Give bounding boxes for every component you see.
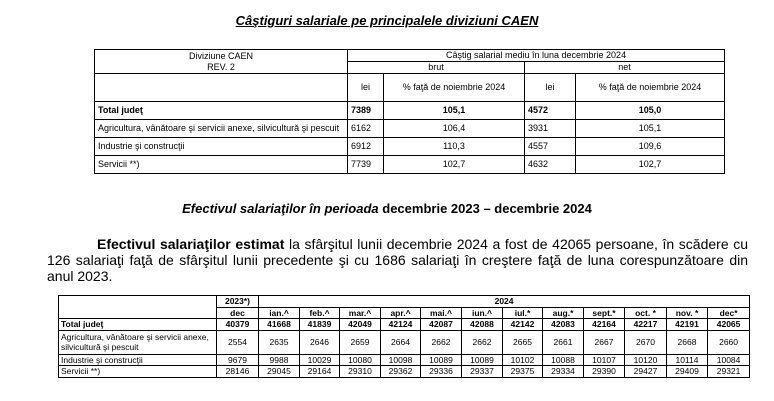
month-header: iul.*: [503, 307, 543, 319]
table2-title-period: decembrie 2023 – decembrie 2024: [382, 201, 592, 216]
cell: 105,1: [384, 102, 525, 120]
row-label: Servicii **): [95, 156, 348, 174]
cell: 102,7: [576, 156, 725, 174]
cell: 10089: [462, 354, 503, 366]
row-label: Industrie şi construcţii: [95, 138, 348, 156]
cell: 2635: [259, 330, 300, 354]
cell: 109,6: [576, 138, 725, 156]
month-header: aug.*: [543, 307, 584, 319]
cell: 42083: [543, 319, 584, 331]
table-row: [59, 330, 750, 354]
month-header: dec*: [708, 307, 750, 319]
cell: 42191: [667, 319, 708, 331]
cell: 3931: [525, 120, 576, 138]
cell: 28146: [217, 366, 259, 378]
brut-header: brut: [348, 62, 525, 74]
cell: 2667: [584, 330, 625, 354]
table-row: [59, 366, 750, 378]
division-header: [95, 50, 348, 74]
row-label: Total judeţ: [95, 102, 348, 120]
table-row: [95, 156, 725, 174]
cell: 29045: [259, 366, 300, 378]
month-header: oct. *: [625, 307, 667, 319]
month-header: sept.*: [584, 307, 625, 319]
cell: 2664: [381, 330, 421, 354]
month-header: feb.^: [300, 307, 340, 319]
cell: 2662: [421, 330, 462, 354]
cell: 10080: [340, 354, 381, 366]
table2-title: [0, 201, 774, 216]
cell: 2662: [462, 330, 503, 354]
cell: 4557: [525, 138, 576, 156]
cell: 29334: [543, 366, 584, 378]
cell: 29164: [300, 366, 340, 378]
row-label: Agricultura, vânătoare şi servicii anexe, silvicultură şi pescuit: [95, 120, 348, 138]
cell: 7739: [348, 156, 384, 174]
cell: 2646: [300, 330, 340, 354]
cell: 42164: [584, 319, 625, 331]
table-row: [59, 354, 750, 366]
table1-title: Câştiguri salariale pe principalele diviziuni CAEN: [235, 13, 539, 28]
cell: 10084: [708, 354, 750, 366]
cell: 10102: [503, 354, 543, 366]
earnings-table: [94, 49, 725, 174]
main-header: Câştig salarial mediu în luna decembrie 2024: [348, 50, 725, 62]
cell: 10114: [667, 354, 708, 366]
month-header: iun.^: [462, 307, 503, 319]
cell: 29337: [462, 366, 503, 378]
cell: 29362: [381, 366, 421, 378]
net-lei-header: lei: [525, 74, 576, 102]
employees-table: [58, 295, 750, 378]
cell: 29321: [708, 366, 750, 378]
table-row: [95, 120, 725, 138]
cell: 42065: [708, 319, 750, 331]
cell: 41668: [259, 319, 300, 331]
cell: 29427: [625, 366, 667, 378]
brut-lei-header: lei: [348, 74, 384, 102]
cell: 10098: [381, 354, 421, 366]
row-label: Servicii **): [59, 366, 217, 378]
cell: 110,3: [384, 138, 525, 156]
cell: 10107: [584, 354, 625, 366]
paragraph-bold: Efectivul salariaţilor estimat: [97, 236, 285, 252]
table2-title-italic: Efectivul salariaţilor în perioada: [182, 201, 379, 216]
cell: 10089: [421, 354, 462, 366]
month-header: ian.^: [259, 307, 300, 319]
division-header-rev: REV. 2: [207, 61, 235, 72]
cell: 9988: [259, 354, 300, 366]
cell: 10088: [543, 354, 584, 366]
cell: 40379: [217, 319, 259, 331]
cell: 2670: [625, 330, 667, 354]
cell: 42049: [340, 319, 381, 331]
year-2024-header: 2024: [259, 296, 750, 308]
cell: 105,0: [576, 102, 725, 120]
cell: 42088: [462, 319, 503, 331]
cell: 29390: [584, 366, 625, 378]
cell: 29336: [421, 366, 462, 378]
month-header: nov. *: [667, 307, 708, 319]
table-row: [95, 102, 725, 120]
row-label: Total judeţ: [59, 319, 217, 331]
cell: 42087: [421, 319, 462, 331]
cell: 7389: [348, 102, 384, 120]
cell: 6912: [348, 138, 384, 156]
cell: 6162: [348, 120, 384, 138]
cell: 29310: [340, 366, 381, 378]
cell: 2660: [708, 330, 750, 354]
month-header: mai.^: [421, 307, 462, 319]
row-label: Industrie şi construcţii: [59, 354, 217, 366]
cell: 4572: [525, 102, 576, 120]
paragraph-text: la sfârşitul lunii decembrie 2024 a fost de 42065 persoane, în scădere cu 126 salariaţi faţă de sfârşitul lunii precedente şi cu 1686 salariaţi în creştere faţă de luna corespunzătoare din anul 2023.: [47, 236, 748, 284]
cell: 29409: [667, 366, 708, 378]
cell: 105,1: [576, 120, 725, 138]
cell: 42217: [625, 319, 667, 331]
division-header-label: Diviziune CAEN: [188, 50, 254, 61]
cell: 9679: [217, 354, 259, 366]
net-header: net: [525, 62, 725, 74]
cell: 2659: [340, 330, 381, 354]
table-row: [59, 319, 750, 331]
cell: 4632: [525, 156, 576, 174]
brut-pct-header: % faţă de noiembrie 2024: [384, 74, 525, 102]
net-pct-header: % faţă de noiembrie 2024: [576, 74, 725, 102]
cell: 42142: [503, 319, 543, 331]
month-header: apr.^: [381, 307, 421, 319]
cell: 2668: [667, 330, 708, 354]
cell: 2554: [217, 330, 259, 354]
cell: 2661: [543, 330, 584, 354]
cell: 2665: [503, 330, 543, 354]
cell: 10029: [300, 354, 340, 366]
cell: 29375: [503, 366, 543, 378]
month-header: mar.^: [340, 307, 381, 319]
cell: 102,7: [384, 156, 525, 174]
cell: 106,4: [384, 120, 525, 138]
cell: 10120: [625, 354, 667, 366]
cell: 42124: [381, 319, 421, 331]
cell: 41839: [300, 319, 340, 331]
summary-paragraph: [47, 236, 748, 284]
month-header: dec: [217, 307, 259, 319]
row-label: Agricultura, vânătoare şi servicii anexe, silvicultură şi pescuit: [59, 330, 217, 354]
table-row: [95, 138, 725, 156]
year-2023-header: 2023*): [217, 296, 259, 308]
